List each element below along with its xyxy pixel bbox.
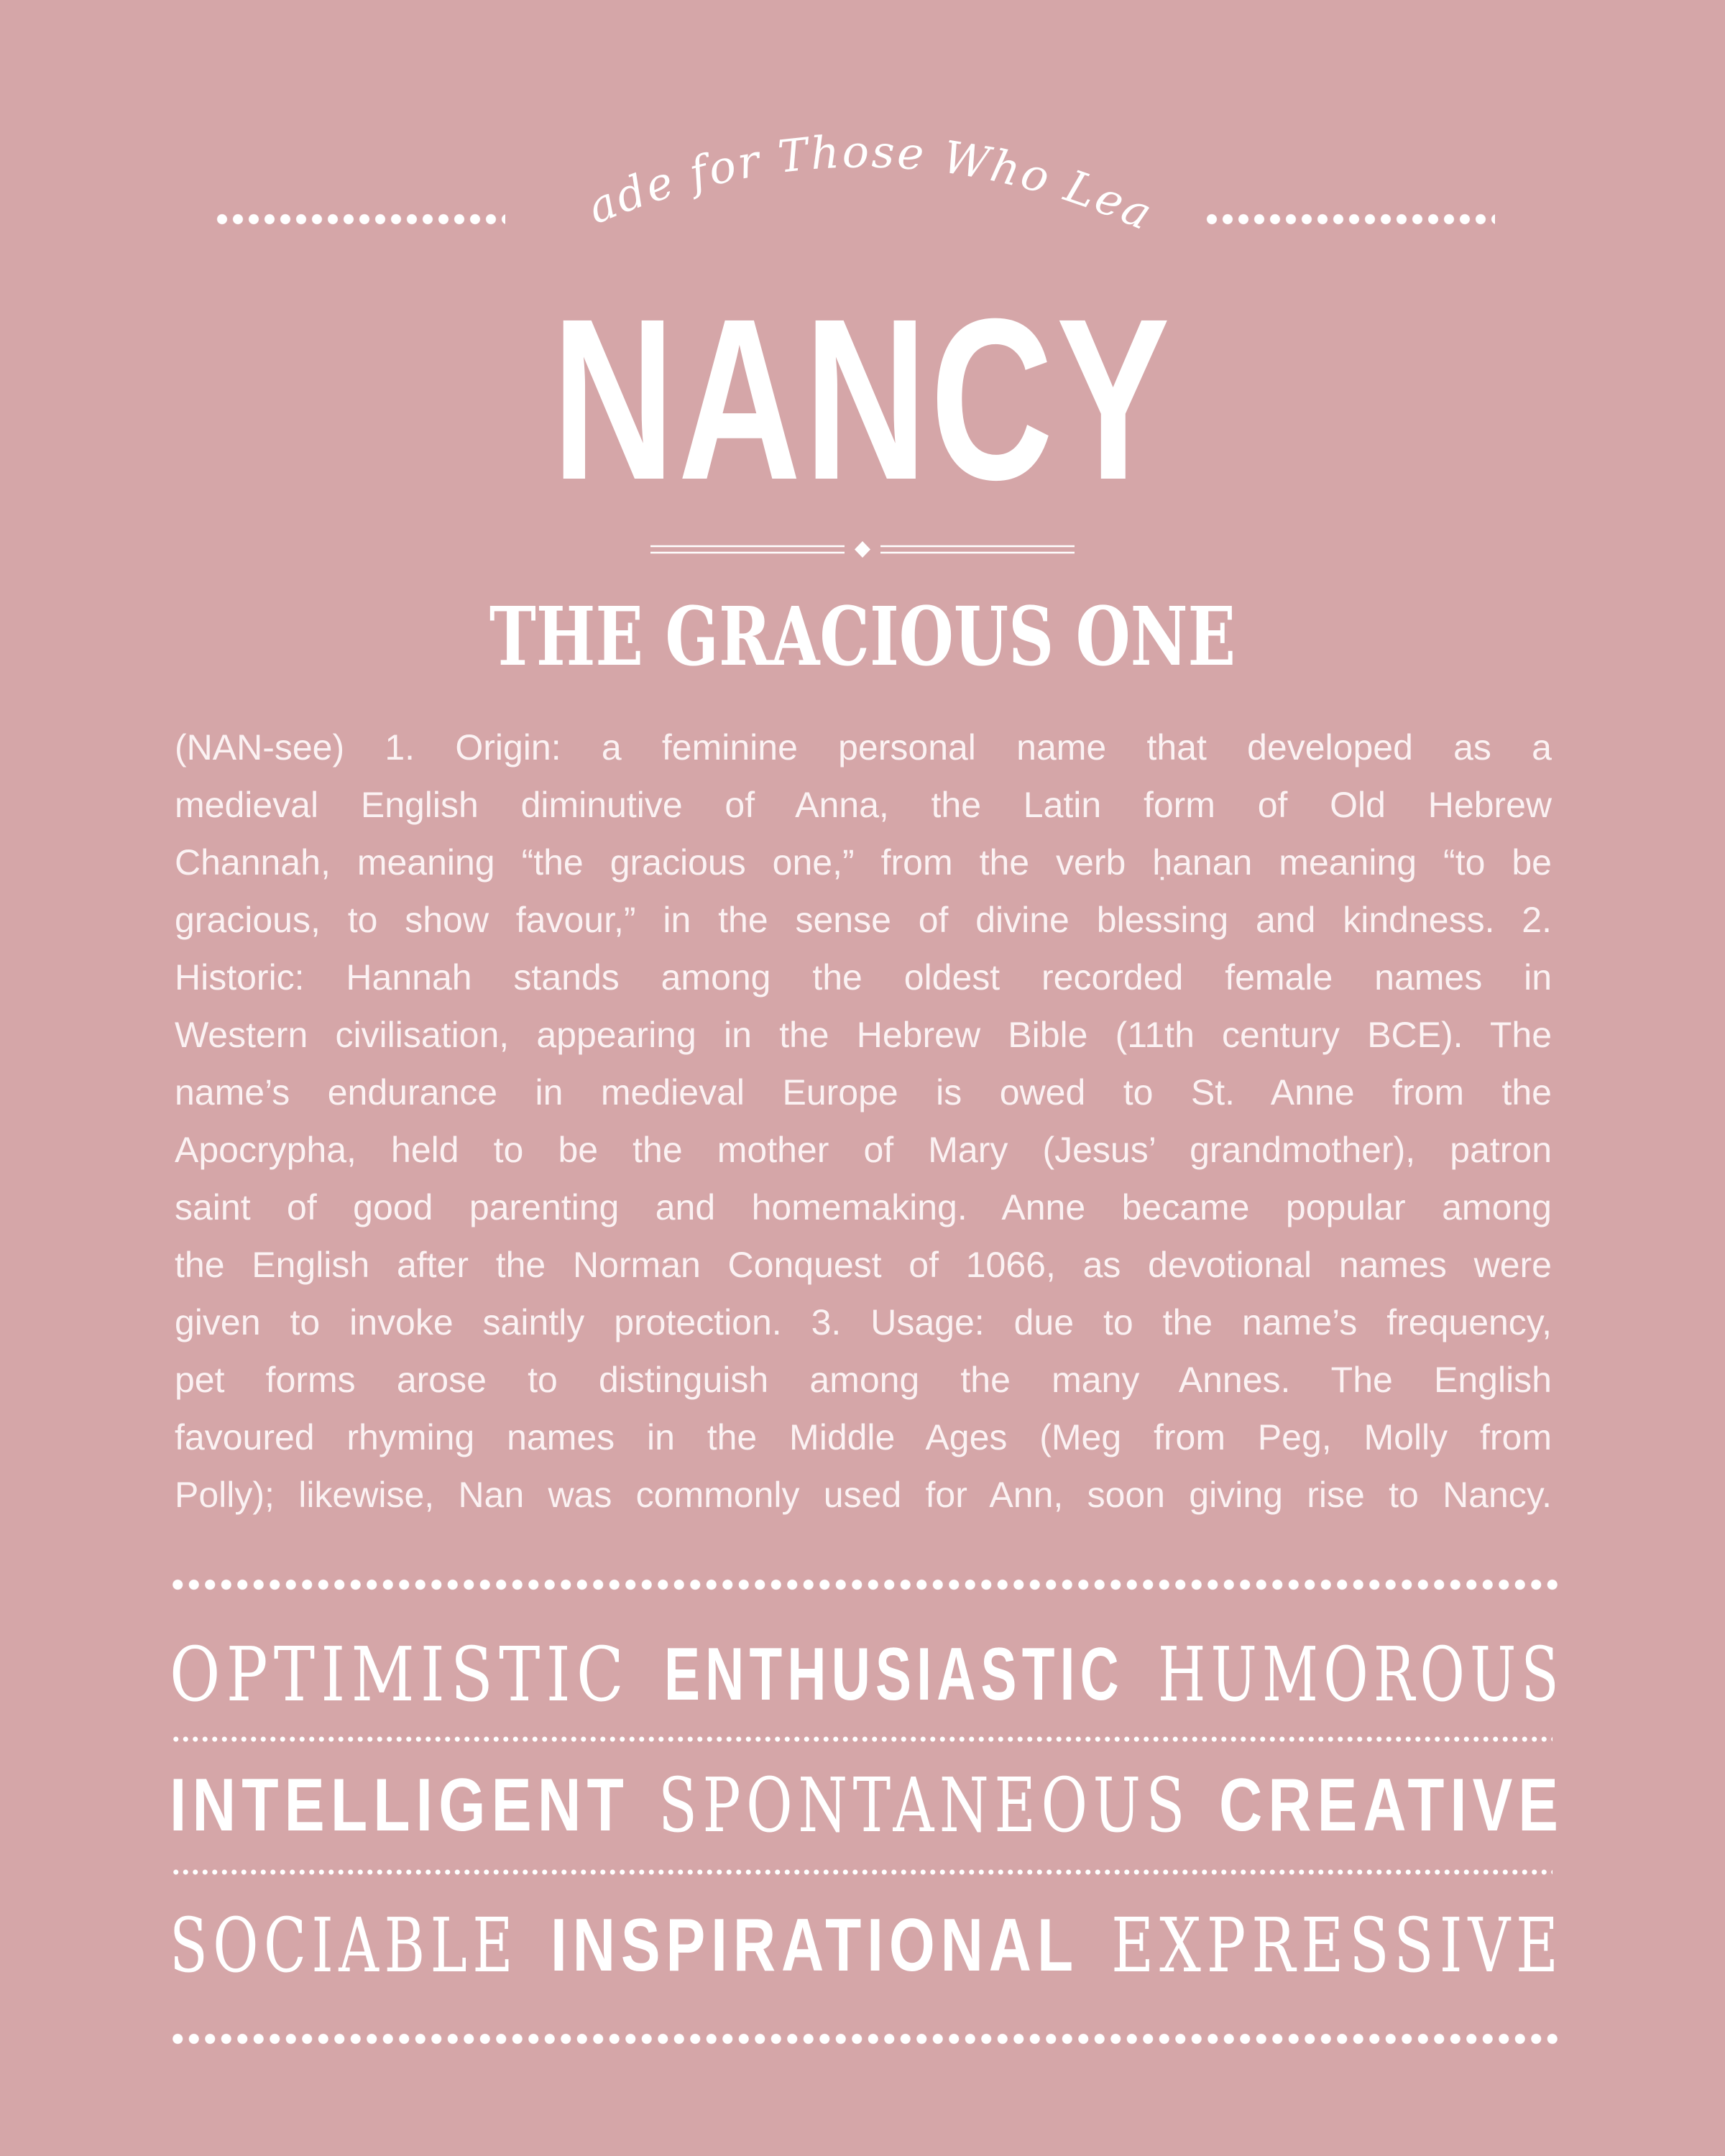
divider-ornament (650, 539, 1075, 561)
traits-dotted-rule-bottom (170, 2033, 1558, 2045)
trait-word: HUMOROUS (1158, 1631, 1564, 1718)
traits-dotted-rule-2 (171, 1869, 1552, 1875)
traits-row-2 (170, 1762, 1564, 1848)
trait-word: EXPRESSIVE (1111, 1902, 1564, 1989)
header-dotted-rule-right (1204, 213, 1495, 225)
svg-text:Made for Those Who Lead (522, 66, 1162, 241)
trait-word: CREATIVE (1219, 1764, 1564, 1847)
name-meaning-subtitle: THE GRACIOUS ONE (489, 590, 1236, 684)
traits-row-3 (170, 1902, 1564, 1989)
trait-word: SPONTANEOUS (658, 1761, 1191, 1849)
traits-dotted-rule-top (170, 1579, 1558, 1590)
tagline-arc (522, 66, 1179, 244)
definition-line: favoured rhyming names in the Middle Ages (Meg from Peg, Molly from (175, 1417, 1552, 1457)
definition-line: saint of good parenting and homemaking. Anne became popular among (175, 1187, 1552, 1227)
definition-line: gracious, to show favour,” in the sense of divine blessing and kindness. 2. (175, 900, 1552, 940)
trait-word: INTELLIGENT (170, 1764, 630, 1847)
definition-line: Western civilisation, appearing in the Hebrew Bible (11th century BCE). The (175, 1015, 1552, 1055)
definition-line: Historic: Hannah stands among the oldest recorded female names in (175, 957, 1552, 998)
definition-line: Polly); likewise, Nan was commonly used for Ann, soon giving rise to Nancy. (175, 1475, 1552, 1515)
definition-line: medieval English diminutive of Anna, the Latin form of Old Hebrew (175, 785, 1552, 825)
trait-word: ENTHUSIASTIC (663, 1633, 1124, 1716)
definition-line: pet forms arose to distinguish among the many Annes. The English (175, 1360, 1552, 1400)
trait-word: OPTIMISTIC (170, 1631, 630, 1718)
definition-line: given to invoke saintly protection. 3. Usage: due to the name’s frequency, (175, 1302, 1552, 1342)
definition-line: name’s endurance in medieval Europe is owed to St. Anne from the (175, 1072, 1552, 1112)
traits-dotted-rule-1 (171, 1736, 1552, 1742)
trait-word: SOCIABLE (170, 1902, 518, 1989)
header-dotted-rule-left (214, 213, 505, 225)
traits-row-1 (170, 1631, 1564, 1718)
definition-line: (NAN-see) 1. Origin: a feminine personal name that developed as a (175, 727, 1552, 768)
name-definition (175, 719, 1552, 1524)
definition-line: Apocrypha, held to be the mother of Mary (Jesus’ grandmother), patron (175, 1130, 1552, 1170)
definition-line: Channah, meaning “the gracious one,” from the verb ḥanan meaning “to be (175, 842, 1552, 883)
definition-line: the English after the Norman Conquest of 1066, as devotional names were (175, 1245, 1552, 1285)
name-title: NANCY (551, 270, 1174, 528)
trait-word: INSPIRATIONAL (551, 1904, 1079, 1987)
tagline-text: Made for Those Who Lead (522, 66, 1162, 241)
